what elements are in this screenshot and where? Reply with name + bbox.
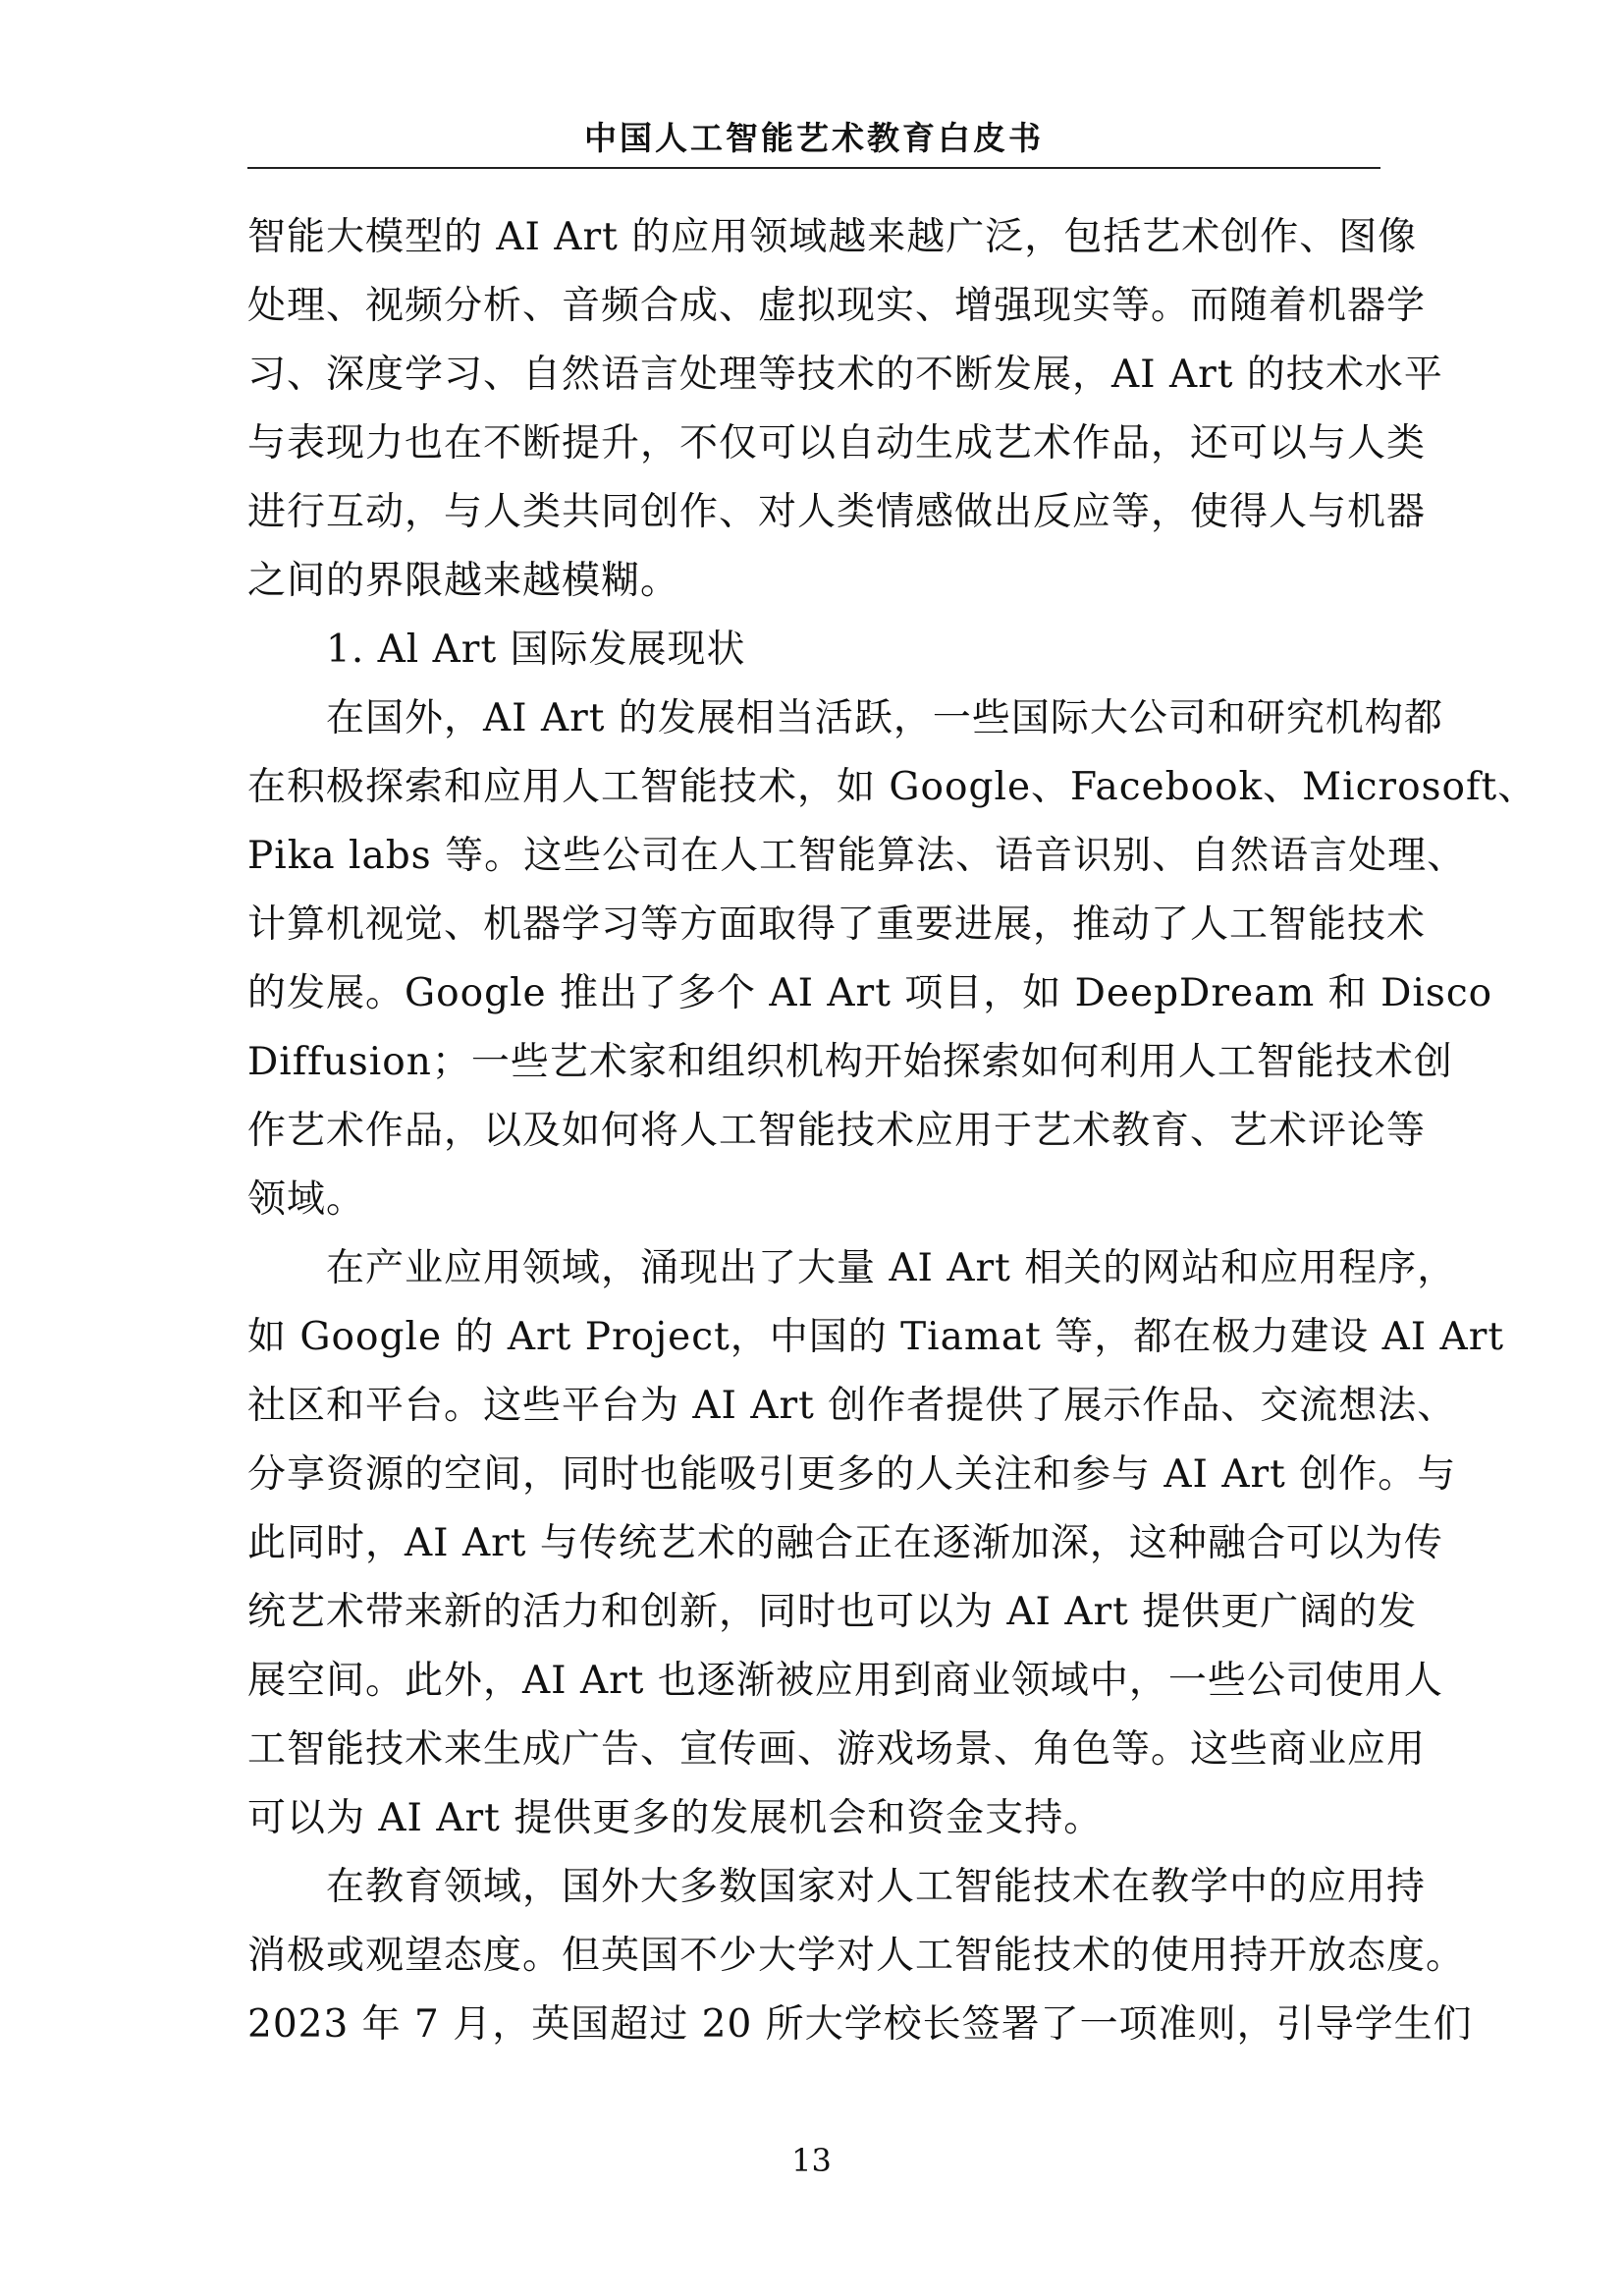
- paragraph: [247, 203, 1443, 616]
- paragraph: [247, 1234, 1505, 1853]
- text-line: 可以为 AI Art 提供更多的发展机会和资金支持。: [247, 1796, 1104, 1840]
- text-line: 习、深度学习、自然语言处理等技术的不断发展，AI Art 的技术水平: [247, 353, 1443, 397]
- text-line: 此同时，AI Art 与传统艺术的融合正在逐渐加深，这种融合可以为传: [247, 1521, 1443, 1565]
- text-line: 进行互动，与人类共同创作、对人类情感做出反应等，使得人与机器: [247, 490, 1427, 534]
- text-line: 统艺术带来新的活力和创新，同时也可以为 AI Art 提供更广阔的发: [247, 1590, 1418, 1634]
- text-line: 之间的界限越来越模糊。: [247, 559, 680, 603]
- section-heading: [247, 616, 1380, 684]
- text-line: 分享资源的空间，同时也能吸引更多的人关注和参与 AI Art 创作。与: [247, 1452, 1457, 1497]
- paragraph: [247, 1853, 1473, 2059]
- text-line: 如 Google 的 Art Project，中国的 Tiamat 等，都在极力建设 AI Art: [247, 1315, 1505, 1359]
- page-header: [247, 110, 1380, 169]
- body-text: [247, 203, 1538, 2059]
- text-line: 在产业应用领域，涌现出了大量 AI Art 相关的网站和应用程序，: [326, 1246, 1457, 1290]
- text-line: 智能大模型的 AI Art 的应用领域越来越广泛，包括艺术创作、图像: [247, 215, 1418, 259]
- text-line: 与表现力也在不断提升，不仅可以自动生成艺术作品，还可以与人类: [247, 421, 1427, 465]
- text-line: 工智能技术来生成广告、宣传画、游戏场景、角色等。这些商业应用: [247, 1727, 1427, 1772]
- text-line: Pika labs 等。这些公司在人工智能算法、语音识别、自然语言处理、: [247, 834, 1467, 878]
- page-number: 13: [791, 2142, 832, 2179]
- text-line: 的发展。Google 推出了多个 AI Art 项目，如 DeepDream 和 Disco: [247, 971, 1493, 1015]
- text-line: 领域。: [247, 1177, 366, 1222]
- text-line: 处理、视频分析、音频合成、虚拟现实、增强现实等。而随着机器学: [247, 284, 1427, 328]
- heading-line: 1. Al Art 国际发展现状: [326, 628, 746, 672]
- text-line: 在国外，AI Art 的发展相当活跃，一些国际大公司和研究机构都: [326, 696, 1443, 740]
- text-line: 2023 年 7 月，英国超过 20 所大学校长签署了一项准则，引导学生们: [247, 2002, 1473, 2047]
- text-line: Diffusion；一些艺术家和组织机构开始探索如何利用人工智能技术创: [247, 1040, 1453, 1084]
- text-line: 消极或观望态度。但英国不少大学对人工智能技术的使用持开放态度。: [247, 1934, 1466, 1978]
- text-line: 计算机视觉、机器学习等方面取得了重要进展，推动了人工智能技术: [247, 902, 1427, 947]
- text-line: 在教育领域，国外大多数国家对人工智能技术在教学中的应用持: [326, 1865, 1427, 1909]
- text-line: 作艺术作品，以及如何将人工智能技术应用于艺术教育、艺术评论等: [247, 1109, 1427, 1153]
- paragraph: [247, 684, 1538, 1234]
- text-line: 在积极探索和应用人工智能技术，如 Google、Facebook、Microsoft、: [247, 765, 1538, 809]
- text-line: 展空间。此外，AI Art 也逐渐被应用到商业领域中，一些公司使用人: [247, 1659, 1443, 1703]
- running-title: 中国人工智能艺术教育白皮书: [584, 119, 1044, 157]
- text-line: 社区和平台。这些平台为 AI Art 创作者提供了展示作品、交流想法、: [247, 1384, 1457, 1428]
